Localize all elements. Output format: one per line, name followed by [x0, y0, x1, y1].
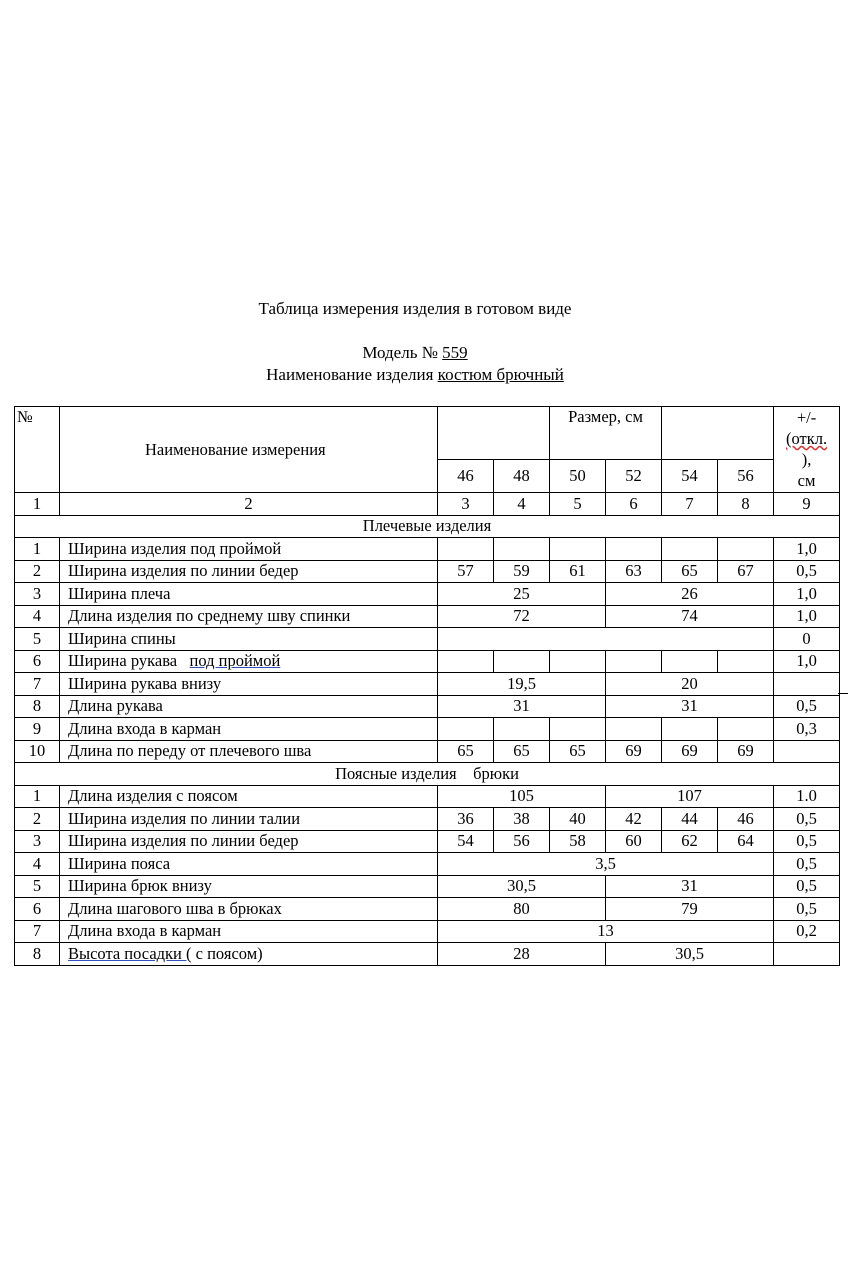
- value-cell: 61: [550, 560, 606, 583]
- col-number: 1: [15, 493, 60, 516]
- value-cell-group-b: 30,5: [606, 943, 774, 966]
- value-cell: 69: [606, 740, 662, 763]
- row-number: 4: [15, 853, 60, 876]
- value-cell-group-a: 28: [438, 943, 606, 966]
- table-row: [15, 583, 840, 606]
- row-number: 9: [15, 718, 60, 741]
- value-cell-all: [438, 628, 774, 651]
- table-row: [15, 650, 840, 673]
- table-row: [15, 538, 840, 561]
- value-cell: [438, 650, 494, 673]
- header-tolerance: [774, 407, 840, 493]
- column-numbers-row: [15, 493, 840, 516]
- value-cell: [718, 650, 774, 673]
- row-name: Ширина брюк внизу: [60, 875, 438, 898]
- row-number: 2: [15, 808, 60, 831]
- header-size: Размер, см: [550, 407, 662, 460]
- col-number: 9: [774, 493, 840, 516]
- row-number: 7: [15, 920, 60, 943]
- value-cell-group-b: 107: [606, 785, 774, 808]
- value-cell-group-a: 30,5: [438, 875, 606, 898]
- value-cell: 69: [718, 740, 774, 763]
- value-cell: 40: [550, 808, 606, 831]
- value-cell: 62: [662, 830, 718, 853]
- measurement-table: [14, 406, 840, 966]
- product-name: костюм брючный: [437, 365, 564, 384]
- value-cell: [494, 650, 550, 673]
- tolerance-cell: 1.0: [774, 785, 840, 808]
- col-number: 7: [662, 493, 718, 516]
- row-name: Ширина изделия по линии бедер: [60, 830, 438, 853]
- value-cell-all: 3,5: [438, 853, 774, 876]
- row-name: Ширина изделия по линии бедер: [60, 560, 438, 583]
- value-cell: [718, 538, 774, 561]
- table-row: [15, 740, 840, 763]
- tolerance-cell: 1,0: [774, 538, 840, 561]
- tolerance-cell: [774, 740, 840, 763]
- tolerance-cell: 0: [774, 628, 840, 651]
- table-row: [15, 673, 840, 696]
- value-cell: 56: [494, 830, 550, 853]
- size-54: 54: [662, 460, 718, 493]
- value-cell-group-b: 31: [606, 695, 774, 718]
- row-name: Длина рукава: [60, 695, 438, 718]
- table-row: [15, 785, 840, 808]
- model-line: [0, 343, 830, 363]
- table-row: [15, 695, 840, 718]
- tolerance-cell: 1,0: [774, 650, 840, 673]
- tolerance-cell: 0,5: [774, 830, 840, 853]
- tolerance-cell: 0,5: [774, 875, 840, 898]
- table-row: [15, 898, 840, 921]
- tolerance-cell: 0,5: [774, 560, 840, 583]
- value-cell: 65: [494, 740, 550, 763]
- row-name: Длина изделия по среднему шву спинки: [60, 605, 438, 628]
- value-cell: [662, 718, 718, 741]
- row-name: Длина входа в карман: [60, 718, 438, 741]
- value-cell: 57: [438, 560, 494, 583]
- row-number: 1: [15, 785, 60, 808]
- value-cell: 67: [718, 560, 774, 583]
- value-cell: [606, 718, 662, 741]
- tolerance-line-4: см: [797, 471, 816, 490]
- row-name: Высота посадки ( с поясом): [60, 943, 438, 966]
- value-cell: 42: [606, 808, 662, 831]
- value-cell-group-a: 72: [438, 605, 606, 628]
- value-cell: [550, 538, 606, 561]
- row-number: 5: [15, 875, 60, 898]
- value-cell: [494, 538, 550, 561]
- tolerance-line-3: ),: [801, 450, 812, 469]
- col-number: 2: [60, 493, 438, 516]
- value-cell: 65: [438, 740, 494, 763]
- value-cell: [438, 538, 494, 561]
- size-52: 52: [606, 460, 662, 493]
- col-number: 5: [550, 493, 606, 516]
- product-label: Наименование изделия: [266, 365, 434, 384]
- value-cell: 69: [662, 740, 718, 763]
- value-cell: 54: [438, 830, 494, 853]
- value-cell: 38: [494, 808, 550, 831]
- value-cell-group-a: 19,5: [438, 673, 606, 696]
- value-cell: 46: [718, 808, 774, 831]
- row-number: 4: [15, 605, 60, 628]
- value-cell-group-b: 31: [606, 875, 774, 898]
- tolerance-cell: [774, 673, 840, 696]
- row-number: 3: [15, 583, 60, 606]
- row-name: Ширина рукава под проймой: [60, 650, 438, 673]
- value-cell: 36: [438, 808, 494, 831]
- value-cell: [662, 538, 718, 561]
- row-number: 8: [15, 695, 60, 718]
- row-number: 5: [15, 628, 60, 651]
- value-cell: [606, 538, 662, 561]
- row-number: 1: [15, 538, 60, 561]
- table-row: [15, 920, 840, 943]
- tolerance-cell: 0,3: [774, 718, 840, 741]
- value-cell-group-a: 31: [438, 695, 606, 718]
- value-cell-group-b: 79: [606, 898, 774, 921]
- size-50: 50: [550, 460, 606, 493]
- tolerance-line-1: +/-: [796, 408, 817, 427]
- section-title: Поясные изделия брюки: [15, 763, 840, 786]
- row-number: 8: [15, 943, 60, 966]
- section-title: Плечевые изделия: [15, 515, 840, 538]
- value-cell: [438, 718, 494, 741]
- tolerance-cell: 1,0: [774, 583, 840, 606]
- row-number: 2: [15, 560, 60, 583]
- table-row: [15, 605, 840, 628]
- size-48: 48: [494, 460, 550, 493]
- size-46: 46: [438, 460, 494, 493]
- col-number: 4: [494, 493, 550, 516]
- model-number: 559: [442, 343, 468, 362]
- header-num: №: [15, 407, 60, 493]
- row-name: Длина по переду от плечевого шва: [60, 740, 438, 763]
- col-number: 8: [718, 493, 774, 516]
- section-shoulder-title-row: [15, 515, 840, 538]
- value-cell: 44: [662, 808, 718, 831]
- table-row: [15, 875, 840, 898]
- value-cell-group-a: 25: [438, 583, 606, 606]
- table-row: [15, 718, 840, 741]
- value-cell: 59: [494, 560, 550, 583]
- value-cell: 58: [550, 830, 606, 853]
- row-number: 6: [15, 898, 60, 921]
- tolerance-cell: 1,0: [774, 605, 840, 628]
- row-number: 3: [15, 830, 60, 853]
- document-title: Таблица измерения изделия в готовом виде: [258, 299, 572, 318]
- value-cell-group-b: 26: [606, 583, 774, 606]
- value-cell: [718, 718, 774, 741]
- row-name: Длина изделия с поясом: [60, 785, 438, 808]
- header-size-blank-right: [662, 407, 774, 460]
- row-number: 10: [15, 740, 60, 763]
- table-row: [15, 943, 840, 966]
- tolerance-cell: [774, 943, 840, 966]
- header-row-1: [15, 407, 840, 460]
- value-cell: 65: [662, 560, 718, 583]
- value-cell: 64: [718, 830, 774, 853]
- section-waist-title-row: [15, 763, 840, 786]
- header-size-blank-left: [438, 407, 550, 460]
- row-name: Ширина изделия по линии талии: [60, 808, 438, 831]
- tolerance-cell: 0,5: [774, 898, 840, 921]
- value-cell: [494, 718, 550, 741]
- value-cell: [606, 650, 662, 673]
- value-cell: [662, 650, 718, 673]
- size-56: 56: [718, 460, 774, 493]
- value-cell-all: 13: [438, 920, 774, 943]
- col-number: 3: [438, 493, 494, 516]
- value-cell-group-a: 105: [438, 785, 606, 808]
- table-row: [15, 853, 840, 876]
- table-row: [15, 808, 840, 831]
- table-row: [15, 560, 840, 583]
- value-cell: [550, 718, 606, 741]
- tolerance-cell: 0,5: [774, 853, 840, 876]
- row-name: Длина входа в карман: [60, 920, 438, 943]
- table-row: [15, 628, 840, 651]
- row-name: Ширина изделия под проймой: [60, 538, 438, 561]
- tolerance-cell: 0,2: [774, 920, 840, 943]
- col-number: 6: [606, 493, 662, 516]
- value-cell-group-b: 20: [606, 673, 774, 696]
- table-row: [15, 830, 840, 853]
- row-number: 6: [15, 650, 60, 673]
- row-name: Ширина плеча: [60, 583, 438, 606]
- row-name: Ширина спины: [60, 628, 438, 651]
- tolerance-cell: 0,5: [774, 695, 840, 718]
- value-cell: 63: [606, 560, 662, 583]
- value-cell: 60: [606, 830, 662, 853]
- model-label: Модель №: [362, 343, 438, 362]
- value-cell-group-a: 80: [438, 898, 606, 921]
- tolerance-line-2: (откл.: [785, 429, 828, 448]
- value-cell-group-b: 74: [606, 605, 774, 628]
- row-name: Ширина рукава внизу: [60, 673, 438, 696]
- tolerance-cell: 0,5: [774, 808, 840, 831]
- row-name: Длина шагового шва в брюках: [60, 898, 438, 921]
- value-cell: 65: [550, 740, 606, 763]
- row-name: Ширина пояса: [60, 853, 438, 876]
- header-name: Наименование измерения: [60, 407, 438, 493]
- value-cell: [550, 650, 606, 673]
- product-line: [0, 365, 830, 385]
- row-number: 7: [15, 673, 60, 696]
